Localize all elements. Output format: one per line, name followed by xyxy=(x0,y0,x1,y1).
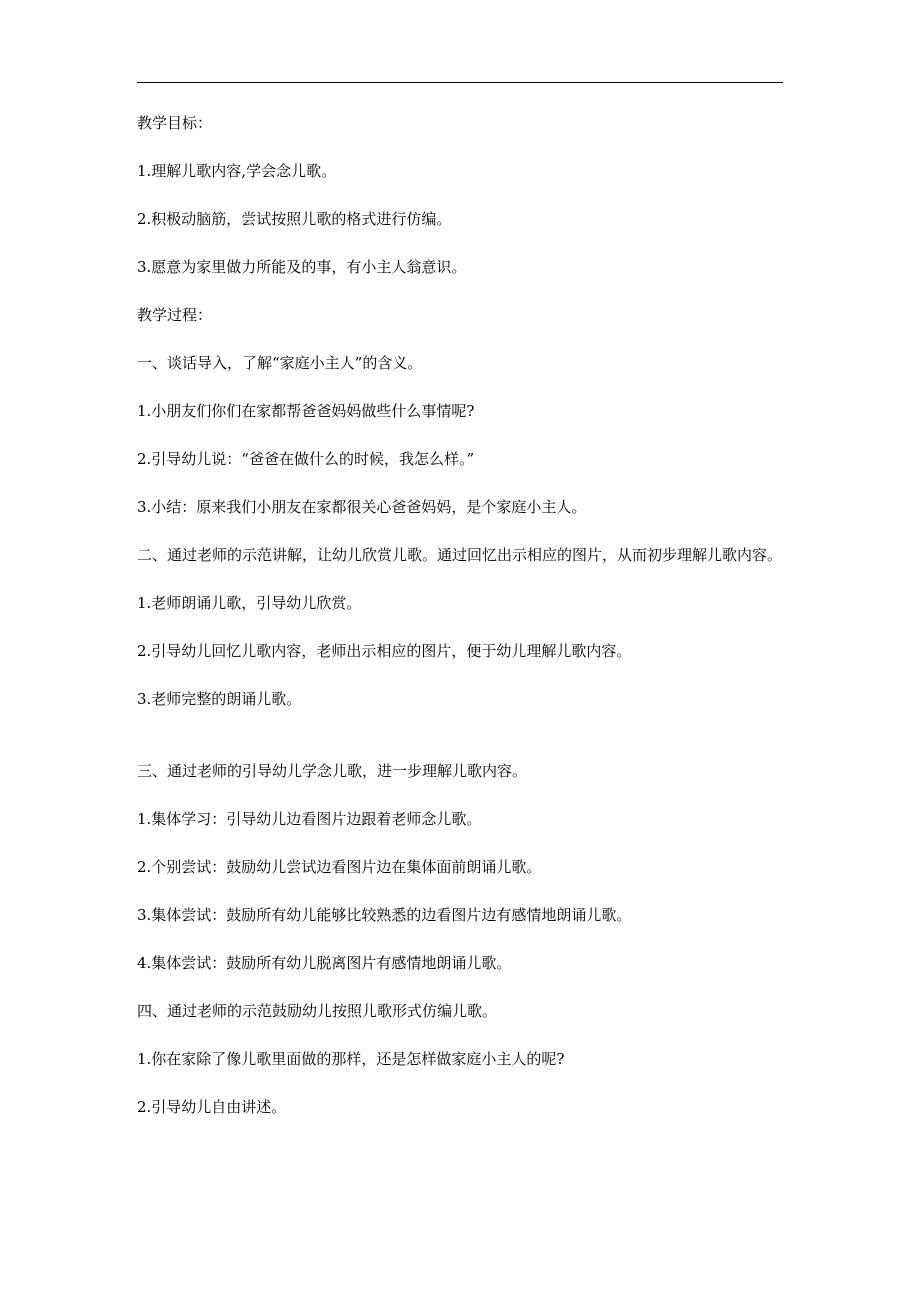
step-heading: 四、通过老师的示范鼓励幼儿按照儿歌形式仿编儿歌。 xyxy=(137,1002,498,1020)
step-item: 2.引导幼儿说：“爸爸在做什么的时候，我怎么样。” xyxy=(137,450,475,468)
step-item: 2.引导幼儿自由讲述。 xyxy=(137,1098,287,1116)
step-heading: 一、谈话导入，了解“家庭小主人”的含义。 xyxy=(137,354,423,372)
step-heading: 二、通过老师的示范讲解，让幼儿欣赏儿歌。通过回忆出示相应的图片，从而初步理解儿歌内容。 xyxy=(137,546,783,564)
step-item: 1.集体学习：引导幼儿边看图片边跟着老师念儿歌。 xyxy=(137,810,482,828)
step-item: 3.小结：原来我们小朋友在家都很关心爸爸妈妈，是个家庭小主人。 xyxy=(137,498,587,516)
step-item: 4.集体尝试：鼓励所有幼儿脱离图片有感情地朗诵儿歌。 xyxy=(137,954,512,972)
header-rule xyxy=(137,82,783,83)
section-heading-process: 教学过程： xyxy=(137,306,213,324)
step-item: 2.引导幼儿回忆儿歌内容，老师出示相应的图片，便于幼儿理解儿歌内容。 xyxy=(137,642,632,660)
document-body xyxy=(137,111,787,1143)
step-item: 1.小朋友们你们在家都帮爸爸妈妈做些什么事情呢? xyxy=(137,402,475,420)
step-item: 3.集体尝试：鼓励所有幼儿能够比较熟悉的边看图片边有感情地朗诵儿歌。 xyxy=(137,906,632,924)
step-item: 2.个别尝试：鼓励幼儿尝试边看图片边在集体面前朗诵儿歌。 xyxy=(137,858,542,876)
goal-item: 3.愿意为家里做力所能及的事，有小主人翁意识。 xyxy=(137,258,467,276)
step-item: 1.老师朗诵儿歌，引导幼儿欣赏。 xyxy=(137,594,362,612)
step-item: 3.老师完整的朗诵儿歌。 xyxy=(137,690,302,708)
goal-item: 2.积极动脑筋，尝试按照儿歌的格式进行仿编。 xyxy=(137,210,452,228)
section-heading-goals: 教学目标： xyxy=(137,114,213,132)
goal-item: 1.理解儿歌内容,学会念儿歌。 xyxy=(137,162,337,180)
step-item: 1.你在家除了像儿歌里面做的那样，还是怎样做家庭小主人的呢? xyxy=(137,1050,565,1068)
step-heading: 三、通过老师的引导幼儿学念儿歌，进一步理解儿歌内容。 xyxy=(137,762,528,780)
